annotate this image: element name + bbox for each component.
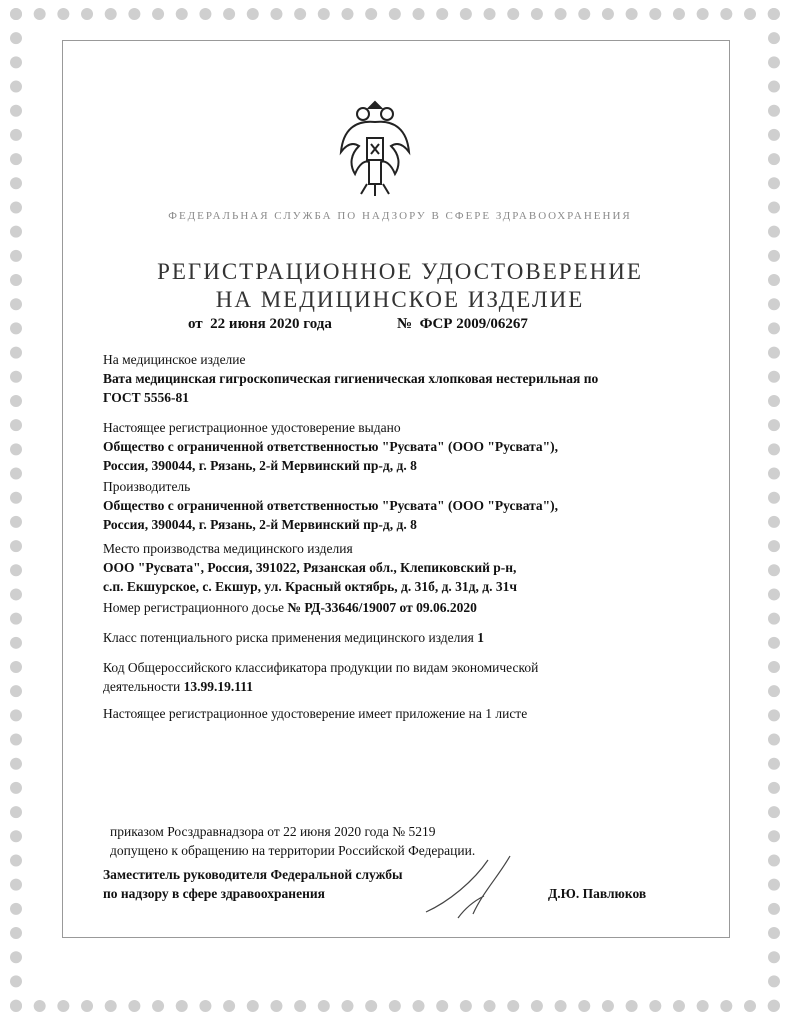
dossier-value: № РД-33646/19007 от 09.06.2020 xyxy=(287,600,477,615)
issued-to-section xyxy=(103,418,663,475)
certificate-number xyxy=(397,316,528,333)
okved-section xyxy=(103,658,663,696)
production-site-value-line-1: ООО "Русвата", Россия, 391022, Рязанская обл., Клепиковский р-н, xyxy=(103,560,517,575)
manufacturer-value-line-1: Общество с ограниченной ответственностью "Русвата" (ООО "Русвата"), xyxy=(103,498,559,513)
date-prefix: от xyxy=(188,316,203,332)
okved-value: 13.99.19.111 xyxy=(183,679,254,694)
coat-of-arms-icon xyxy=(335,92,415,202)
signatory-name: Д.Ю. Павлюков xyxy=(548,886,647,901)
issued-to-value-line-1: Общество с ограниченной ответственностью "Русвата" (ООО "Русвата"), xyxy=(103,439,559,454)
issued-to-value-line-2: Россия, 390044, г. Рязань, 2-й Мервинский пр-д, д. 8 xyxy=(103,458,417,473)
production-site-value-line-2: с.п. Екшурское, с. Екшур, ул. Красный октябрь, д. 31б, д. 31д, д. 31ч xyxy=(103,579,517,594)
order-line-2: допущено к обращению на территории Российской Федерации. xyxy=(110,843,476,858)
order-line-1: приказом Росздравнадзора от 22 июня 2020 года № 5219 xyxy=(110,824,436,839)
risk-class-label: Класс потенциального риска применения медицинского изделия xyxy=(103,630,474,645)
device-value-line-1: Вата медицинская гигроскопическая гигиеническая хлопковая нестерильная по xyxy=(103,371,599,386)
number-prefix: № xyxy=(397,316,413,332)
signatory-position xyxy=(103,865,403,903)
title-line-1: РЕГИСТРАЦИОННОЕ УДОСТОВЕРЕНИЕ xyxy=(157,259,643,284)
service-name: ФЕДЕРАЛЬНАЯ СЛУЖБА ПО НАДЗОРУ В СФЕРЕ ЗДРАВООХРАНЕНИЯ xyxy=(168,210,632,222)
number-value: ФСР 2009/06267 xyxy=(419,316,528,332)
device-label: На медицинское изделие xyxy=(103,352,246,367)
okved-label-line-2: деятельности xyxy=(103,679,181,694)
production-site-label: Место производства медицинского изделия xyxy=(103,541,353,556)
document-title xyxy=(60,258,740,314)
device-section xyxy=(103,350,663,407)
date-value: 22 июня 2020 года xyxy=(210,316,332,332)
risk-class-section xyxy=(103,628,663,647)
signatory-position-line-1: Заместитель руководителя Федеральной службы xyxy=(103,867,403,882)
manufacturer-section xyxy=(103,477,663,534)
manufacturer-value-line-2: Россия, 390044, г. Рязань, 2-й Мервинский пр-д, д. 8 xyxy=(103,517,417,532)
production-site-section xyxy=(103,539,663,596)
okved-label-line-1: Код Общероссийского классификатора продукции по видам экономической xyxy=(103,660,539,675)
title-line-2: НА МЕДИЦИНСКОЕ ИЗДЕЛИЕ xyxy=(215,287,585,312)
appendix-section xyxy=(103,704,663,723)
signature-mark xyxy=(418,852,528,922)
device-value-line-2: ГОСТ 5556-81 xyxy=(103,390,190,405)
appendix-text: Настоящее регистрационное удостоверение имеет приложение на 1 листе xyxy=(103,706,528,721)
dossier-label: Номер регистрационного досье xyxy=(103,600,285,615)
issue-date xyxy=(188,316,332,333)
risk-class-value: 1 xyxy=(477,630,484,645)
issued-to-label: Настоящее регистрационное удостоверение выдано xyxy=(103,420,401,435)
manufacturer-label: Производитель xyxy=(103,479,191,494)
dossier-section xyxy=(103,598,663,617)
signatory-position-line-2: по надзору в сфере здравоохранения xyxy=(103,886,325,901)
